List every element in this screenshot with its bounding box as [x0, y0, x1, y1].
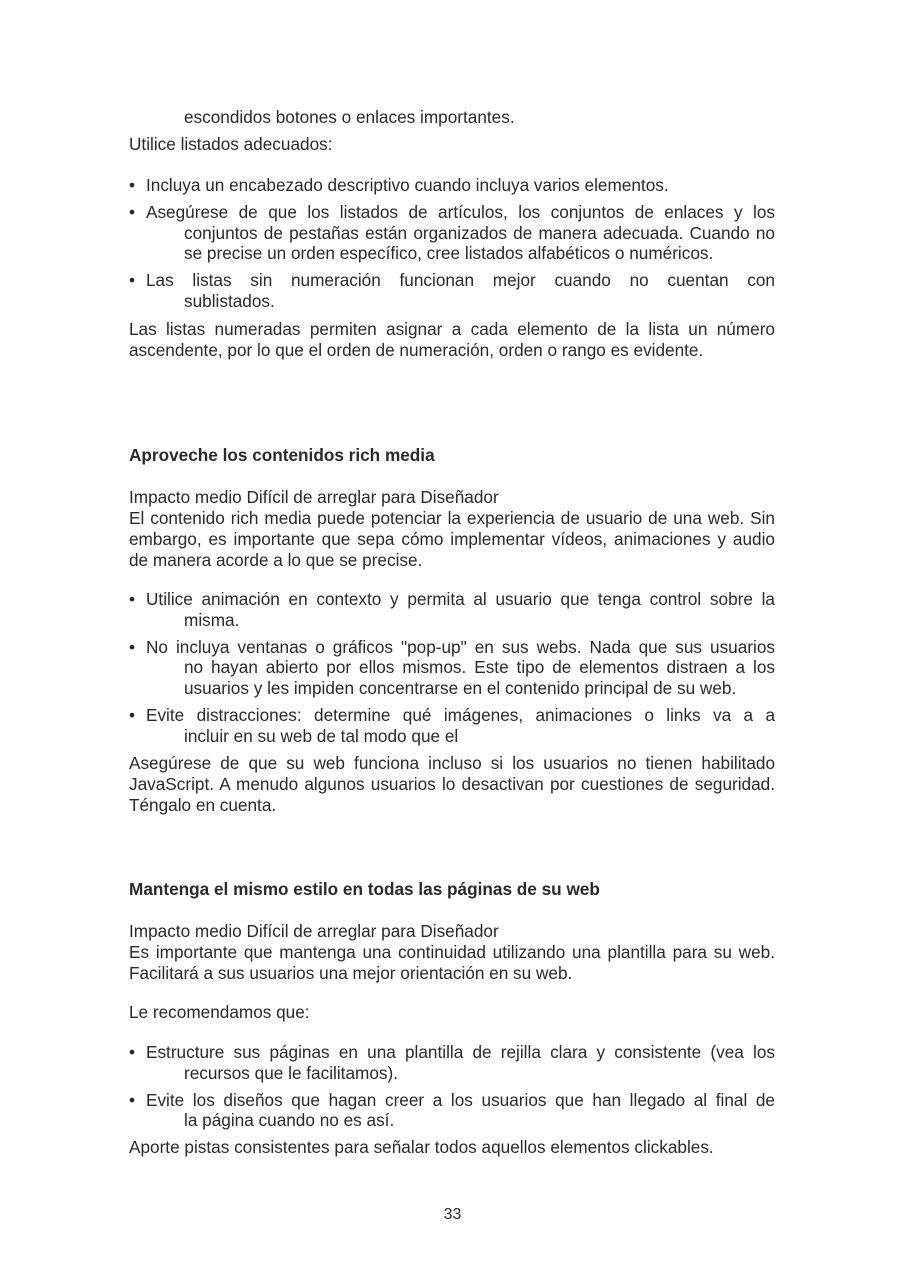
style-bullet-list [129, 1042, 775, 1131]
list-item: • Evite distracciones: determine qué imágenes, animaciones o links va a a incluir en su web de tal modo que el [129, 704, 775, 746]
recommend-intro: Le recomendamos que: [129, 1002, 310, 1022]
rich-media-bullet-list [129, 589, 775, 747]
list-item: • Incluya un encabezado descriptivo cuando incluya varios elementos. [129, 175, 669, 195]
impact-line: Impacto medio Difícil de arreglar para Diseñador [129, 921, 499, 941]
list-item: • No incluya ventanas o gráficos "pop-up" en sus webs. Nada que sus usuarios no hayan abierto por ellos mismos. Este tipo de elementos distraen a los usuarios y les impiden concentrarse en el contenido principal de su web. [129, 636, 775, 699]
lists-intro: Utilice listados adecuados: [129, 134, 333, 154]
list-item: • Estructure sus páginas en una plantilla de rejilla clara y consistente (vea los recursos que le facilitamos). [129, 1042, 775, 1083]
section-intro: El contenido rich media puede potenciar la experiencia de usuario de una web. Sin embargo, es importante que sepa cómo implementar vídeos, animaciones y audio de manera acorde a lo que se precise. [129, 508, 775, 570]
lists-bullet-list [129, 175, 775, 312]
list-item: • Las listas sin numeración funcionan mejor cuando no cuentan con sublistados. [129, 270, 775, 311]
section-heading-consistent-style: Mantenga el mismo estilo en todas las páginas de su web [129, 879, 600, 899]
section-intro: Es importante que mantenga una continuidad utilizando una plantilla para su web. Facilitará a sus usuarios una mejor orientación en su web. [129, 942, 775, 983]
impact-line: Impacto medio Difícil de arreglar para Diseñador [129, 487, 499, 507]
continued-line: escondidos botones o enlaces importantes. [184, 107, 515, 127]
list-item: • Asegúrese de que los listados de artículos, los conjuntos de enlaces y los conjuntos de pestañas están organizados de manera adecuada. Cuando no se precise un orden específico, cree listados alfabéticos o numéricos. [129, 201, 775, 264]
section-closing: Aporte pistas consistentes para señalar todos aquellos elementos clickables. [129, 1137, 714, 1157]
list-item: • Utilice animación en contexto y permita al usuario que tenga control sobre la misma. [129, 589, 775, 630]
list-item: • Evite los diseños que hagan creer a los usuarios que han llegado al final de la página cuando no es así. [129, 1089, 775, 1131]
section-closing: Asegúrese de que su web funciona incluso si los usuarios no tienen habilitado JavaScript. A menudo algunos usuarios lo desactivan por cuestiones de seguridad. Téngalo en cuenta. [129, 753, 775, 815]
lists-closing: Las listas numeradas permiten asignar a cada elemento de la lista un número ascendente, por lo que el orden de numeración, orden o rango es evidente. [129, 319, 775, 360]
section-heading-rich-media: Aproveche los contenidos rich media [129, 445, 435, 465]
page-number: 33 [443, 1206, 462, 1220]
